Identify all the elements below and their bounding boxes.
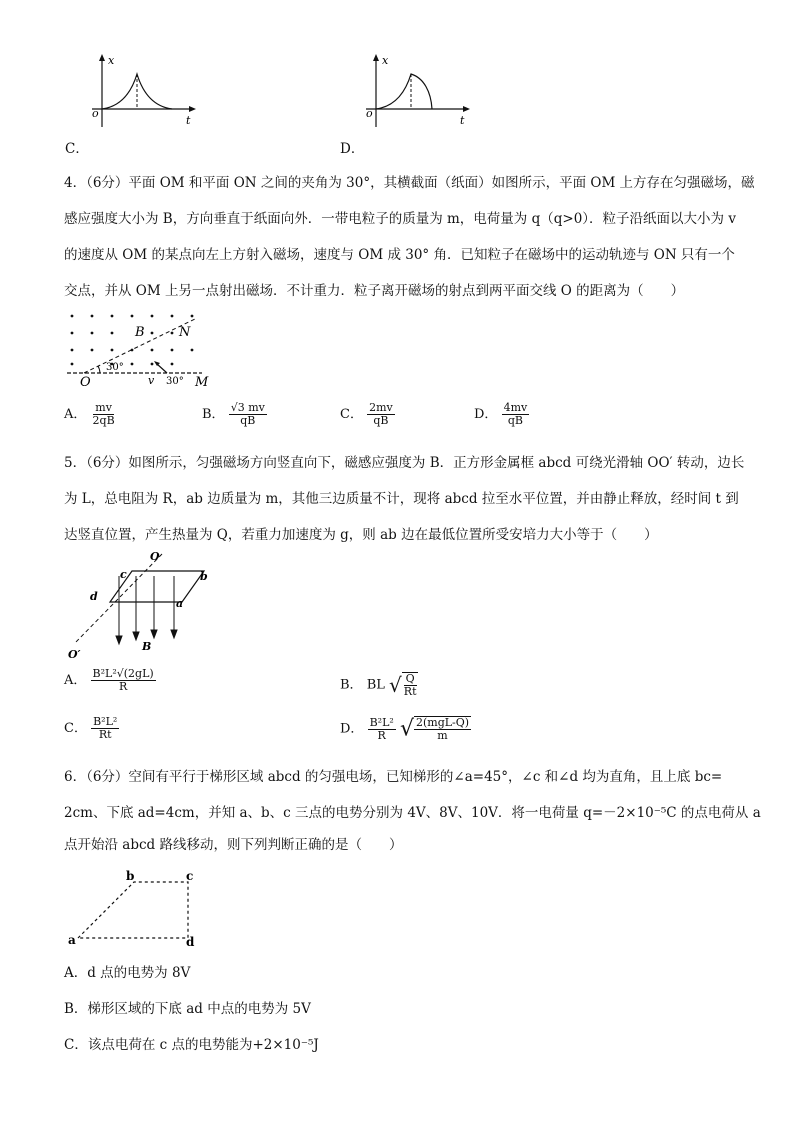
q4-option-c-den: qB — [373, 414, 389, 427]
q4-line-4: 交点，并从 OM 上另一点射出磁场．不计重力．粒子离开磁场的射点到两平面交线 O 的距离为（ ） — [64, 283, 685, 299]
q4-angle-2: 30° — [166, 376, 184, 387]
q4-option-a-fraction — [91, 402, 117, 427]
q4-line-3: 的速度从 OM 的某点向左上方射入磁场，速度与 OM 成 30° 角．已知粒子在磁场中的运动轨迹与 ON 只有一个 — [64, 247, 735, 263]
q4-line-2: 感应强度大小为 B，方向垂直于纸面向外．一带电粒子的质量为 m，电荷量为 q（q>0）．粒子沿纸面以大小为 v — [64, 211, 736, 227]
q5-option-d-label: D． — [340, 721, 364, 737]
q6-option-a[interactable]: A．d 点的电势为 8V — [64, 965, 191, 981]
option-d-label: D． — [340, 141, 365, 157]
q6-line-3: 点开始沿 abcd 路线移动，则下列判断正确的是（ ） — [64, 837, 403, 853]
q5-label-a: a — [176, 597, 184, 610]
q4-option-d[interactable] — [474, 402, 529, 427]
q4-option-d-label: D． — [474, 407, 498, 422]
graph-d — [336, 52, 476, 132]
q4-line-1: 4．（6分）平面 OM 和平面 ON 之间的夹角为 30°，其横截面（纸面）如图所示，平面 OM 上方存在匀强磁场，磁 — [64, 175, 755, 191]
q5-label-d: d — [90, 590, 98, 603]
q4-angle-1: 30° — [106, 362, 124, 373]
graph-c-origin: o — [92, 107, 99, 120]
q5-option-d-root-num: 2(mgL-Q) — [415, 716, 470, 729]
q4-option-a-label: A． — [64, 407, 87, 422]
graph-d-y-label: x — [382, 54, 389, 67]
q5-option-b[interactable] — [340, 672, 418, 698]
q5-option-c-label: C． — [64, 721, 87, 736]
q5-line-3: 达竖直位置，产生热量为 Q，若重力加速度为 g，则 ab 边在最低位置所受安培力大小等于（ ） — [64, 527, 658, 543]
q4-option-c-num: 2mv — [369, 401, 393, 414]
q4-option-b-fraction — [229, 402, 267, 427]
q5-option-c[interactable] — [64, 716, 119, 741]
q4-option-b-label: B． — [202, 407, 225, 422]
q5-label-o2: O′ — [68, 648, 81, 660]
q4-option-a-den: 2qB — [92, 414, 115, 427]
q5-label-o: O — [150, 550, 160, 563]
option-c-label: C． — [65, 141, 89, 157]
q5-option-d-root-den: m — [437, 729, 448, 742]
q6-line-1: 6．（6分）空间有平行于梯形区域 abcd 的匀强电场，已知梯形的∠a=45°，∠c 和∠d 均为直角，且上底 bc= — [64, 769, 723, 785]
q4-option-c[interactable] — [340, 402, 395, 427]
q4-option-b-num: √3 mv — [230, 401, 265, 414]
q6-label-c: c — [186, 869, 194, 883]
q6-figure — [64, 866, 214, 950]
q4-option-c-label: C． — [340, 407, 363, 422]
q4-label-n: N — [179, 325, 191, 340]
q5-option-b-prefix: BL — [366, 677, 385, 693]
q5-label-b: b — [200, 570, 208, 583]
q5-line-2: 为 L，总电阻为 R，ab 边质量为 m，其他三边质量不计，现将 abcd 拉至水平位置，并由静止释放，经时间 t 到 — [64, 491, 739, 507]
q4-option-d-den: qB — [507, 414, 523, 427]
q5-option-c-den: Rt — [98, 728, 112, 741]
q5-option-b-num: Q — [405, 672, 415, 685]
q4-option-a-num: mv — [95, 401, 112, 414]
q5-option-d-num: B²L² — [369, 715, 394, 729]
graph-c-y-label: x — [108, 54, 115, 67]
q4-label-m: M — [195, 375, 209, 390]
q5-option-c-fraction — [91, 716, 119, 741]
q4-figure — [62, 306, 222, 391]
q5-option-d-sqrt-icon: √ — [399, 716, 414, 742]
q5-option-d-den: R — [377, 728, 386, 742]
q4-option-c-fraction — [367, 402, 395, 427]
q6-option-b[interactable]: B．梯形区域的下底 ad 中点的电势为 5V — [64, 1001, 311, 1017]
graph-d-origin: o — [366, 107, 373, 120]
q4-option-b[interactable] — [202, 402, 267, 427]
q5-option-a-fraction — [91, 668, 156, 693]
q5-option-a-num: B²L²√(2gL) — [92, 667, 154, 680]
q6-option-c[interactable]: C．该点电荷在 c 点的电势能为+2×10⁻⁵J — [64, 1037, 319, 1053]
q5-option-d[interactable] — [340, 716, 471, 742]
q4-label-b: B — [135, 325, 145, 340]
q5-label-c: c — [120, 568, 127, 581]
q4-label-v: v — [148, 374, 155, 387]
q5-option-b-label: B． — [340, 677, 363, 693]
q5-option-a[interactable] — [64, 668, 156, 693]
q6-line-2: 2cm、下底 ad=4cm，并知 a、b、c 三点的电势分别为 4V、8V、10V．将一电荷量 q=－2×10⁻⁵C 的点电荷从 a — [64, 805, 761, 821]
q5-line-1: 5．（6分）如图所示，匀强磁场方向竖直向下，磁感应强度为 B．正方形金属框 abcd 可绕光滑轴 OO′ 转动，边长 — [64, 455, 745, 471]
q5-option-d-root-fraction — [414, 716, 471, 742]
q5-option-b-fraction — [402, 672, 419, 698]
q5-option-c-num: B²L² — [93, 715, 118, 728]
q5-option-a-den: R — [118, 680, 128, 693]
q4-option-d-num: 4mv — [503, 401, 528, 414]
q4-option-d-fraction — [502, 402, 530, 427]
q5-option-b-den: Rt — [403, 685, 417, 698]
q5-option-b-sqrt-icon: √ — [389, 673, 402, 697]
q4-option-b-den: qB — [240, 414, 256, 427]
q6-label-b: b — [126, 869, 135, 883]
q4-label-o: O — [80, 375, 91, 390]
graph-c-x-label: t — [186, 114, 191, 127]
q5-figure — [64, 548, 224, 660]
graph-d-x-label: t — [460, 114, 465, 127]
q5-label-field-b: B — [142, 640, 152, 653]
q5-option-d-fraction — [368, 717, 396, 742]
q4-option-a[interactable] — [64, 402, 117, 427]
q5-option-a-label: A． — [64, 673, 87, 688]
q6-label-d: d — [186, 935, 195, 949]
q6-label-a: a — [68, 933, 76, 947]
graph-c — [62, 52, 202, 132]
